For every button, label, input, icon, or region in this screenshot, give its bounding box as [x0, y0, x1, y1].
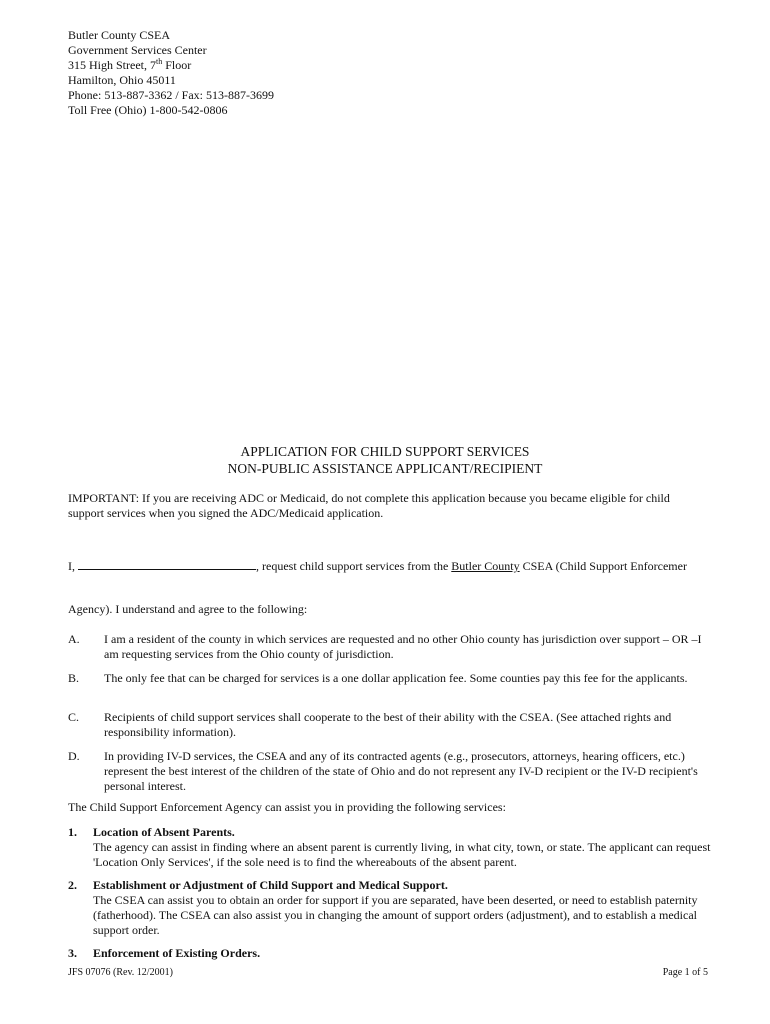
- agency-agreement-line: Agency). I understand and agree to the following:: [68, 602, 308, 616]
- request-statement: [68, 558, 768, 574]
- item-letter: B.: [68, 671, 80, 685]
- agreement-item-c: [68, 710, 718, 740]
- item-text: In providing IV-D services, the CSEA and any of its contracted agents (e.g., prosecutors, attorneys, hearing officers, etc.) represent the best interest of the children of the state of Ohio and do not represent any IV-D recipient or the IV-D recipient's personal interest.: [104, 749, 698, 793]
- item-letter: A.: [68, 632, 80, 646]
- agreement-item-a: [68, 632, 718, 662]
- item-letter: D.: [68, 749, 80, 763]
- document-title: [0, 443, 770, 477]
- address-phone-fax: Phone: 513-887-3362 / Fax: 513-887-3699: [68, 88, 274, 102]
- service-number: 3.: [68, 946, 77, 960]
- service-text: The CSEA can assist you to obtain an order for support if you are separated, have been deserted, or need to establish paternity (fatherhood). The CSEA can also assist you in changing the amount of support orders (adjustment), and to establish a medical support order.: [93, 893, 698, 937]
- important-notice: IMPORTANT: If you are receiving ADC or Medicaid, do not complete this application because you became eligible for child support services when you signed the ADC/Medicaid application.: [68, 491, 670, 520]
- address-line-1: Butler County CSEA: [68, 28, 171, 42]
- services-intro: The Child Support Enforcement Agency can assist you in providing the following services:: [68, 800, 506, 814]
- address-floor-suffix: th: [156, 57, 163, 66]
- address-line-2: Government Services Center: [68, 43, 207, 57]
- item-text: I am a resident of the county in which services are requested and no other Ohio county has jurisdiction over support – OR –I am requesting services from the Ohio county of jurisdiction.: [104, 632, 702, 661]
- service-item-3: [68, 946, 718, 961]
- item-text: The only fee that can be charged for services is a one dollar application fee. Some counties pay this fee for the applicants.: [104, 671, 688, 685]
- agreement-item-d: [68, 749, 718, 794]
- service-heading: Location of Absent Parents.: [93, 825, 235, 839]
- title-line-2: NON-PUBLIC ASSISTANCE APPLICANT/RECIPIENT: [227, 461, 543, 476]
- agreement-item-b: [68, 671, 718, 686]
- item-text: Recipients of child support services shall cooperate to the best of their ability with the CSEA. (See attached rights and responsibility information).: [104, 710, 672, 739]
- agency-address-block: [68, 28, 274, 118]
- request-prefix: I,: [68, 559, 78, 573]
- title-line-1: APPLICATION FOR CHILD SUPPORT SERVICES: [240, 444, 530, 459]
- service-heading: Enforcement of Existing Orders.: [93, 946, 261, 960]
- service-number: 2.: [68, 878, 77, 892]
- service-item-2: [68, 878, 718, 938]
- service-number: 1.: [68, 825, 77, 839]
- county-name: Butler County: [451, 559, 520, 573]
- address-floor: Floor: [162, 58, 192, 72]
- address-line-3: [68, 58, 274, 73]
- address-line-4: Hamilton, Ohio 45011: [68, 73, 176, 87]
- address-street: 315 High Street, 7: [68, 58, 156, 72]
- page-number: Page 1 of 5: [662, 967, 708, 978]
- service-heading: Establishment or Adjustment of Child Support and Medical Support.: [93, 878, 448, 892]
- address-toll-free: Toll Free (Ohio) 1-800-542-0806: [68, 103, 228, 117]
- service-text: The agency can assist in finding where an absent parent is currently living, in what city, town, or state. The applicant can request 'Location Only Services', if the sole need is to find the whereabouts of the absent parent.: [93, 840, 711, 869]
- item-letter: C.: [68, 710, 80, 724]
- request-suffix: CSEA (Child Support Enforcemer: [519, 559, 687, 573]
- request-middle: , request child support services from the: [256, 559, 452, 573]
- service-item-1: [68, 825, 718, 870]
- form-number: JFS 07076 (Rev. 12/2001): [68, 967, 173, 978]
- applicant-name-blank[interactable]: [78, 558, 256, 570]
